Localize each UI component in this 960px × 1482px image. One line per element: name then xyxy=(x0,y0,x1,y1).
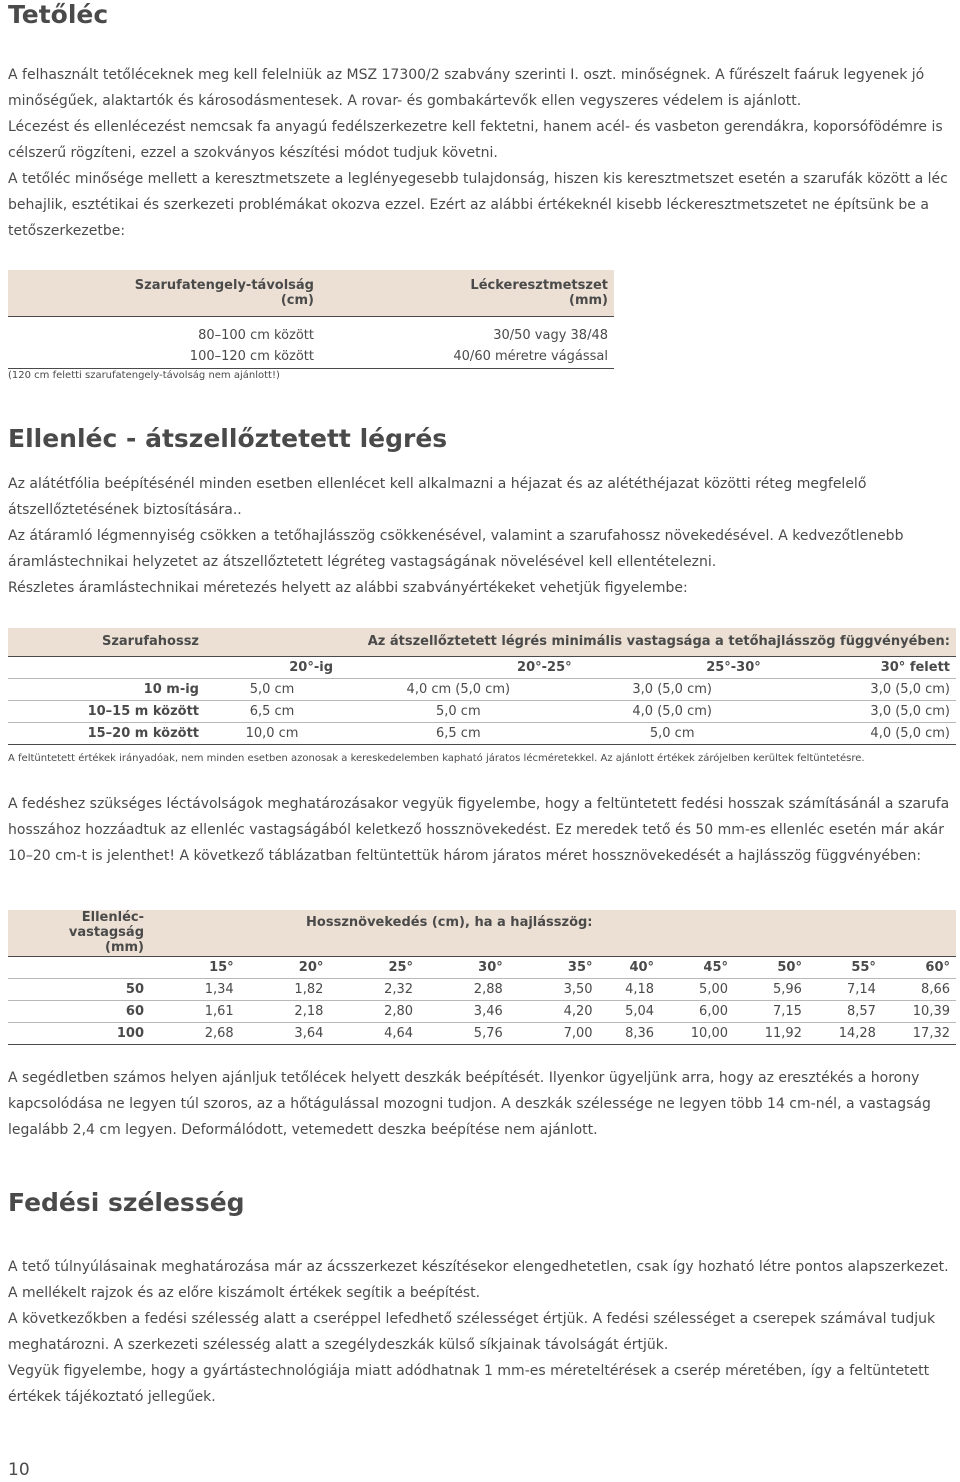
table-cell: 6,00 xyxy=(660,1000,734,1022)
paragraph: Az alátétfólia beépítésénél minden esetben ellenlécet kell alkalmazni a héjazat és az alététhéjazat közötti réteg megfelelő átszellőztetésének biztosítására.. xyxy=(8,476,867,518)
section-title-ellenlec: Ellenléc - átszellőztetett légrés xyxy=(8,424,448,453)
table-cell: 5,04 xyxy=(599,1000,661,1022)
table-row xyxy=(8,722,956,744)
paragraph: A következőkben a fedési szélesség alatt a cseréppel lefedhető szélességet értjük. A fedési szélességet a cserepek számával tudjuk meghatározni. A szerkezeti szélesség alatt a szegélydeszkák külső síkjainak távolságát értjük. xyxy=(8,1311,936,1353)
header-line: Léckeresztmetszet xyxy=(470,277,608,293)
table-cell: 8,66 xyxy=(882,978,956,1000)
table-cell: 10,39 xyxy=(882,1000,956,1022)
paragraph: Részletes áramlástechnikai méretezés helyett az alábbi szabványértékeket vehetjük figyelembe: xyxy=(8,580,688,596)
table-row xyxy=(8,1022,956,1044)
table-cell: 7,15 xyxy=(734,1000,808,1022)
table-cell: 5,0 cm xyxy=(578,722,767,744)
section3-text xyxy=(8,1254,954,1410)
table-header: Az átszellőztetett légrés minimális vastagsága a tetőhajlásszög függvényében: xyxy=(205,628,956,656)
angle-header: 25° xyxy=(329,956,419,978)
paragraph: A segédletben számos helyen ajánljuk tetőlécek helyett deszkák beépítését. Ilyenkor ügyeljünk arra, hogy az eresztékés a horony kapcsolódása ne legyen túl szoros, az a hőtágulással mozogni tudjon. A deszkák szélessége ne legyen több 14 cm-nél, a vastagság legalább 2,4 cm legyen. Deformálódott, vetemedett deszka beépítése nem ajánlott. xyxy=(8,1070,931,1138)
paragraph: Az átáramló légmennyiség csökken a tetőhajlásszög csökkenésével, valamint a szarufahossz növekedésével. A kedvezőtlenebb áramlástechnikai helyzetet az átszellőztetett légréteg vastagságának növelésével kell ellentételezni. xyxy=(8,528,904,570)
paragraph: A felhasznált tetőléceknek meg kell felelniük az MSZ 17300/2 szabvány szerinti I. oszt. minőségnek. A fűrészelt faáruk legyenek jó minőségűek, alaktartók és károsodásmentesek. A rovar- és gombakártevők ellen vegyszeres védelem is ajánlott. xyxy=(8,67,925,109)
row-label: 100 xyxy=(8,1022,150,1044)
angle-header: 40° xyxy=(599,956,661,978)
table-cell: 2,88 xyxy=(419,978,509,1000)
table-cell: 17,32 xyxy=(882,1022,956,1044)
section2-text xyxy=(8,471,954,601)
paragraph: Lécezést és ellenlécezést nemcsak fa anyagú fedélszerkezetre kell fektetni, hanem acél- és vasbeton gerendákra, koporsófödémre is célszerű rögzíteni, ezzel a szokványos készítési módot tudjuk követni. xyxy=(8,119,943,161)
section-title-fedesi-szelesseg: Fedési szélesség xyxy=(8,1188,245,1217)
table-row xyxy=(8,1000,956,1022)
table-cell: 2,32 xyxy=(329,978,419,1000)
table-cell: 3,50 xyxy=(509,978,599,1000)
angle-header: 30° xyxy=(419,956,509,978)
table-note: A feltüntetett értékek irányadóak, nem minden esetben azonosak a kereskedelemben kapható járatos lécméretekkel. Az ajánlott értékek zárójelben kerültek feltüntetésre. xyxy=(8,753,865,764)
table-cell: 3,0 (5,0 cm) xyxy=(767,700,956,722)
table-cell: 4,64 xyxy=(329,1022,419,1044)
table-cell: 1,34 xyxy=(150,978,240,1000)
row-label: 15–20 m között xyxy=(8,722,205,744)
table-cell: 4,20 xyxy=(509,1000,599,1022)
angle-header: 50° xyxy=(734,956,808,978)
table-cell: 6,5 cm xyxy=(339,722,578,744)
section2-text-last xyxy=(8,1065,954,1143)
section2-text-after xyxy=(8,791,954,869)
table-cell: 5,0 cm xyxy=(339,700,578,722)
table-cell: 3,0 (5,0 cm) xyxy=(578,678,767,700)
table-cell: 4,0 cm (5,0 cm) xyxy=(339,678,578,700)
angle-header: 20°-25° xyxy=(339,656,578,678)
table-cell: 7,14 xyxy=(808,978,882,1000)
row-label: 10 m-ig xyxy=(8,678,205,700)
angle-header: 30° felett xyxy=(767,656,956,678)
paragraph: A fedéshez szükséges léctávolságok meghatározásakor vegyük figyelembe, hogy a feltüntetett fedési hosszak számításánál a szarufa hosszához hozzáadtuk az ellenléc vastagságából keletkező hossznövekedést. Ez meredek tető és 50 mm-es ellenléc esetén már akár 10–20 cm-t is jelenthet! A következő táblázatban feltüntettük három járatos méret hossznövekedését a hajlásszög függvényében: xyxy=(8,796,950,864)
angle-header: 20°-ig xyxy=(205,656,339,678)
table-row xyxy=(8,324,614,346)
table-note: (120 cm feletti szarufatengely-távolság nem ajánlott!) xyxy=(8,370,280,381)
lath-cross-section-table xyxy=(8,270,614,369)
table-row xyxy=(8,346,614,368)
table-cell: 10,0 cm xyxy=(205,722,339,744)
angle-header: 20° xyxy=(240,956,330,978)
table-cell: 5,00 xyxy=(660,978,734,1000)
table-row xyxy=(8,678,956,700)
table-cell: 1,82 xyxy=(240,978,330,1000)
angle-header: 35° xyxy=(509,956,599,978)
section-title-tetolec: Tetőléc xyxy=(8,0,109,29)
table-cell: 4,18 xyxy=(599,978,661,1000)
table-cell: 10,00 xyxy=(660,1022,734,1044)
table-cell: 4,0 (5,0 cm) xyxy=(767,722,956,744)
table-header xyxy=(8,270,320,316)
row-label: 10–15 m között xyxy=(8,700,205,722)
table-cell: 5,76 xyxy=(419,1022,509,1044)
table-cell: 100–120 cm között xyxy=(8,346,320,368)
angle-header: 25°-30° xyxy=(578,656,767,678)
header-line: Szarufatengely-távolság xyxy=(134,277,314,293)
table-cell: 1,61 xyxy=(150,1000,240,1022)
table-header xyxy=(8,910,150,956)
table-cell: 3,0 (5,0 cm) xyxy=(767,678,956,700)
header-line: (cm) xyxy=(280,292,314,308)
table-header: Szarufahossz xyxy=(8,628,205,656)
row-label: 60 xyxy=(8,1000,150,1022)
paragraph: Vegyük figyelembe, hogy a gyártástechnológiája miatt adódhatnak 1 mm-es méreteltérések a cserép méretében, így a feltüntetett értékek tájékoztató jellegűek. xyxy=(8,1363,930,1405)
paragraph: A tetőléc minősége mellett a keresztmetszete a leglényegesebb tulajdonság, hiszen kis keresztmetszet esetén a szarufák között a léc behajlik, esztétikai és szerkezeti problémákat okozva ezzel. Ezért az alábbi értékeknél kisebb léckeresztmetszetet ne építsünk be a tetőszerkezetbe: xyxy=(8,171,948,239)
angle-header: 15° xyxy=(150,956,240,978)
angle-header: 45° xyxy=(660,956,734,978)
table-cell: 8,57 xyxy=(808,1000,882,1022)
table-cell: 6,5 cm xyxy=(205,700,339,722)
row-label: 50 xyxy=(8,978,150,1000)
section1-text xyxy=(8,62,954,244)
angle-header: 60° xyxy=(882,956,956,978)
paragraph: A tető túlnyúlásainak meghatározása már az ácsszerkezet készítésekor elengedhetetlen, csak így hozható létre pontos alapszerkezet. A mellékelt rajzok és az előre kiszámolt értékek segítik a beépítést. xyxy=(8,1259,949,1301)
table-cell: 80–100 cm között xyxy=(198,327,314,343)
table-cell: 2,68 xyxy=(150,1022,240,1044)
table-row xyxy=(8,978,956,1000)
table-cell: 7,00 xyxy=(509,1022,599,1044)
table-cell: 2,18 xyxy=(240,1000,330,1022)
header-line: (mm) xyxy=(105,940,144,956)
table-cell: 3,46 xyxy=(419,1000,509,1022)
table-cell: 2,80 xyxy=(329,1000,419,1022)
table-cell: 14,28 xyxy=(808,1022,882,1044)
header-line: Ellenléc-vastagság xyxy=(68,910,144,941)
length-increase-table xyxy=(8,910,956,1045)
table-cell: 30/50 vagy 38/48 xyxy=(493,327,608,343)
header-line: (mm) xyxy=(569,292,608,308)
table-cell: 5,96 xyxy=(734,978,808,1000)
table-row xyxy=(8,700,956,722)
table-cell: 8,36 xyxy=(599,1022,661,1044)
angle-header: 55° xyxy=(808,956,882,978)
table-cell: 40/60 méretre vágással xyxy=(320,346,614,368)
table-cell: 5,0 cm xyxy=(205,678,339,700)
table-header xyxy=(320,270,614,316)
table-cell: 11,92 xyxy=(734,1022,808,1044)
page-number: 10 xyxy=(8,1460,30,1480)
table-header: Hossznövekedés (cm), ha a hajlásszög: xyxy=(150,910,599,956)
air-gap-table xyxy=(8,628,956,745)
table-cell: 4,0 (5,0 cm) xyxy=(578,700,767,722)
table-cell: 3,64 xyxy=(240,1022,330,1044)
